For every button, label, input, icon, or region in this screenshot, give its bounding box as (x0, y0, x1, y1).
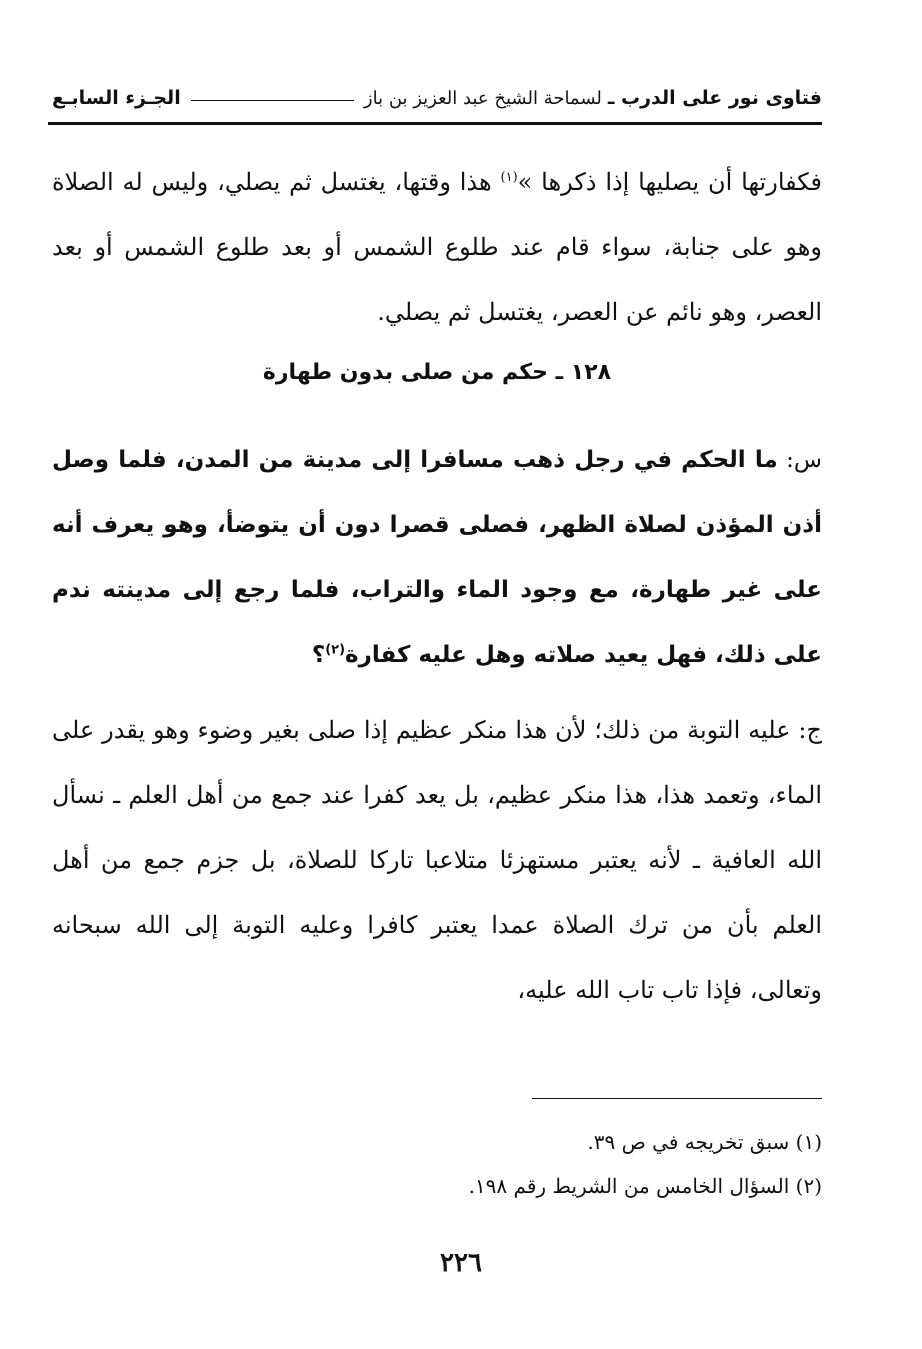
footnote-marker-2: (٢) (325, 642, 346, 658)
running-header (52, 80, 822, 116)
author-name: لسماحة الشيخ عبد العزيز بن باز (363, 87, 602, 109)
question-prefix: س: (777, 447, 822, 473)
volume-label: الجـزء السابـع (52, 87, 181, 109)
intro-block (52, 150, 822, 345)
footnote-marker-1: (١) (500, 170, 518, 185)
header-dash-line (191, 100, 354, 101)
intro-paragraph (52, 150, 822, 345)
footnote-2: (٢) السؤال الخامس من الشريط رقم ١٩٨. (468, 1174, 822, 1198)
header-rule (48, 122, 822, 125)
answer-paragraph (52, 698, 822, 1023)
page-number: ٢٢٦ (440, 1248, 482, 1278)
question-paragraph (52, 428, 822, 688)
section-heading: ١٢٨ ـ حكم من صلى بدون طهارة (262, 360, 612, 385)
intro-text-end: هذا وقتها، يغتسل ثم يصلي، وليس له الصلاة وهو على جنابة، سواء قام عند طلوع الشمس أو بعد طلوع الشمس أو بعد العصر، وهو نائم عن العصر، يغتسل ثم يصلي. (52, 168, 822, 326)
footnote-rule (532, 1098, 822, 1099)
answer-text: عليه التوبة من ذلك؛ لأن هذا منكر عظيم إذا صلى بغير وضوء وهو يقدر على الماء، وتعمد هذا، هذا منكر عظيم، بل يعد كفرا عند جمع من أهل العلم ـ نسأل الله العافية ـ لأنه يعتبر مستهزئا متلاعبا تاركا للصلاة، بل جزم جمع من أهل العلم بأن من ترك الصلاة عمدا يعتبر كافرا وعليه التوبة إلى الله سبحانه وتعالى، فإذا تاب تاب الله عليه، (52, 716, 822, 1004)
question-end: ؟ (311, 642, 326, 668)
footnotes (52, 1120, 822, 1208)
footnote-1: (١) سبق تخريجه في ص ٣٩. (587, 1130, 822, 1154)
question-block (52, 428, 822, 688)
answer-block (52, 698, 822, 1023)
book-title: فتاوى نور على الدرب ـ (607, 87, 822, 109)
answer-prefix: ج: (790, 716, 823, 744)
intro-text-start: فكفارتها أن يصليها إذا ذكرها » (517, 168, 822, 196)
question-text: ما الحكم في رجل ذهب مسافرا إلى مدينة من المدن، فلما وصل أذن المؤذن لصلاة الظهر، فصلى قصرا دون أن يتوضأ، وهو يعرف أنه على غير طهارة، مع وجود الماء والتراب، فلما رجع إلى مدينته ندم على ذلك، فهل يعيد صلاته وهل عليه كفارة (52, 447, 822, 668)
